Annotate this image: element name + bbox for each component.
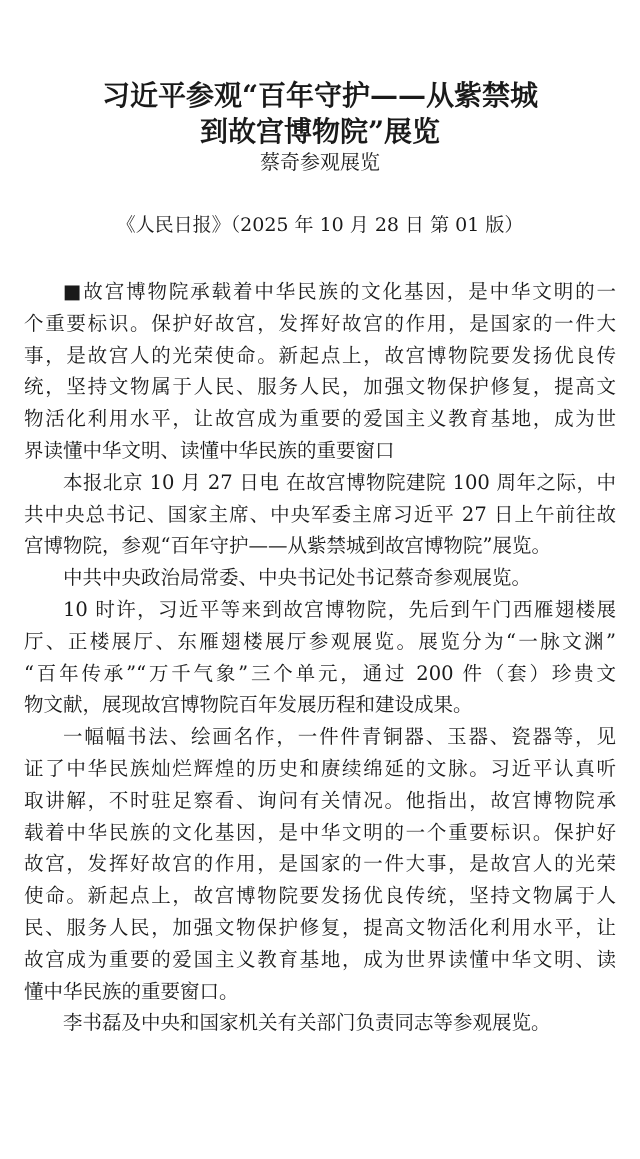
paragraph xyxy=(24,467,616,562)
text-line: 故宫，发挥好故宫的作用，是国家的一件大事，是故宫人的光荣 xyxy=(24,852,616,876)
source-line: 《人民日报》（2025 年 10 月 28 日 第 01 版） xyxy=(116,214,524,236)
text-line: 共中央总书记、国家主席、中央军委主席习近平 27 日上午前往故 xyxy=(24,502,616,526)
text-line: “百年传承”“万千气象”三个单元，通过 200 件（套）珍贵文 xyxy=(24,661,616,685)
headline-line-1: 习近平参观“百年守护——从紫禁城 xyxy=(101,79,539,112)
text-line: ■故宫博物院承载着中华民族的文化基因，是中华文明的一 xyxy=(63,280,616,303)
text-line: 一幅幅书法、绘画名作，一件件青铜器、玉器、瓷器等，见 xyxy=(63,725,616,749)
text-line: 取讲解，不时驻足察看、询问有关情况。他指出，故宫博物院承 xyxy=(24,788,616,812)
headline-line-2: 到故宫博物院”展览 xyxy=(199,115,441,148)
text-line: 个重要标识。保护好故宫，发挥好故宫的作用，是国家的一件大 xyxy=(24,311,616,335)
text-line: 故宫成为重要的爱国主义教育基地，成为世界读懂中华文明、读 xyxy=(24,947,616,971)
text-line: 懂中华民族的重要窗口。 xyxy=(24,979,239,1003)
text-line: 民、服务人民，加强文物保护修复，提高文物活化利用水平，让 xyxy=(24,915,616,939)
text-line: 李书磊及中央和国家机关有关部门负责同志等参观展览。 xyxy=(63,1011,551,1035)
text-line: 厅、正楼展厅、东雁翅楼展厅参观展览。展览分为“一脉文渊” xyxy=(24,629,616,653)
text-line: 证了中华民族灿烂辉煌的历史和赓续绵延的文脉。习近平认真听 xyxy=(24,756,616,780)
paragraph xyxy=(24,562,616,594)
text-line: 10 时许，习近平等来到故宫博物院，先后到午门西雁翅楼展 xyxy=(63,597,616,621)
text-line: 统，坚持文物属于人民、服务人民，加强文物保护修复，提高文 xyxy=(24,375,616,399)
text-line: 物文献，展现故宫博物院百年发展历程和建设成果。 xyxy=(24,693,473,717)
text-line: 界读懂中华文明、读懂中华民族的重要窗口 xyxy=(24,438,395,462)
subheadline: 蔡奇参观展览 xyxy=(260,150,380,174)
text-line: 中共中央政治局常委、中央书记处书记蔡奇参观展览。 xyxy=(63,566,532,590)
paragraph xyxy=(24,594,616,721)
paragraph xyxy=(24,721,616,1007)
paragraph xyxy=(24,276,616,467)
text-line: 本报北京 10 月 27 日电 在故宫博物院建院 100 周年之际，中 xyxy=(63,470,616,494)
paragraph xyxy=(24,1007,616,1039)
text-line: 使命。新起点上，故宫博物院要发扬优良传统，坚持文物属于人 xyxy=(24,884,616,908)
article-body xyxy=(24,276,616,1039)
text-line: 宫博物院，参观“百年守护——从紫禁城到故宫博物院”展览。 xyxy=(24,534,551,558)
text-line: 事，是故宫人的光荣使命。新起点上，故宫博物院要发扬优良传 xyxy=(24,343,616,367)
text-line: 物活化利用水平，让故宫成为重要的爱国主义教育基地，成为世 xyxy=(24,407,616,431)
text-line: 载着中华民族的文化基因，是中华文明的一个重要标识。保护好 xyxy=(24,820,616,844)
